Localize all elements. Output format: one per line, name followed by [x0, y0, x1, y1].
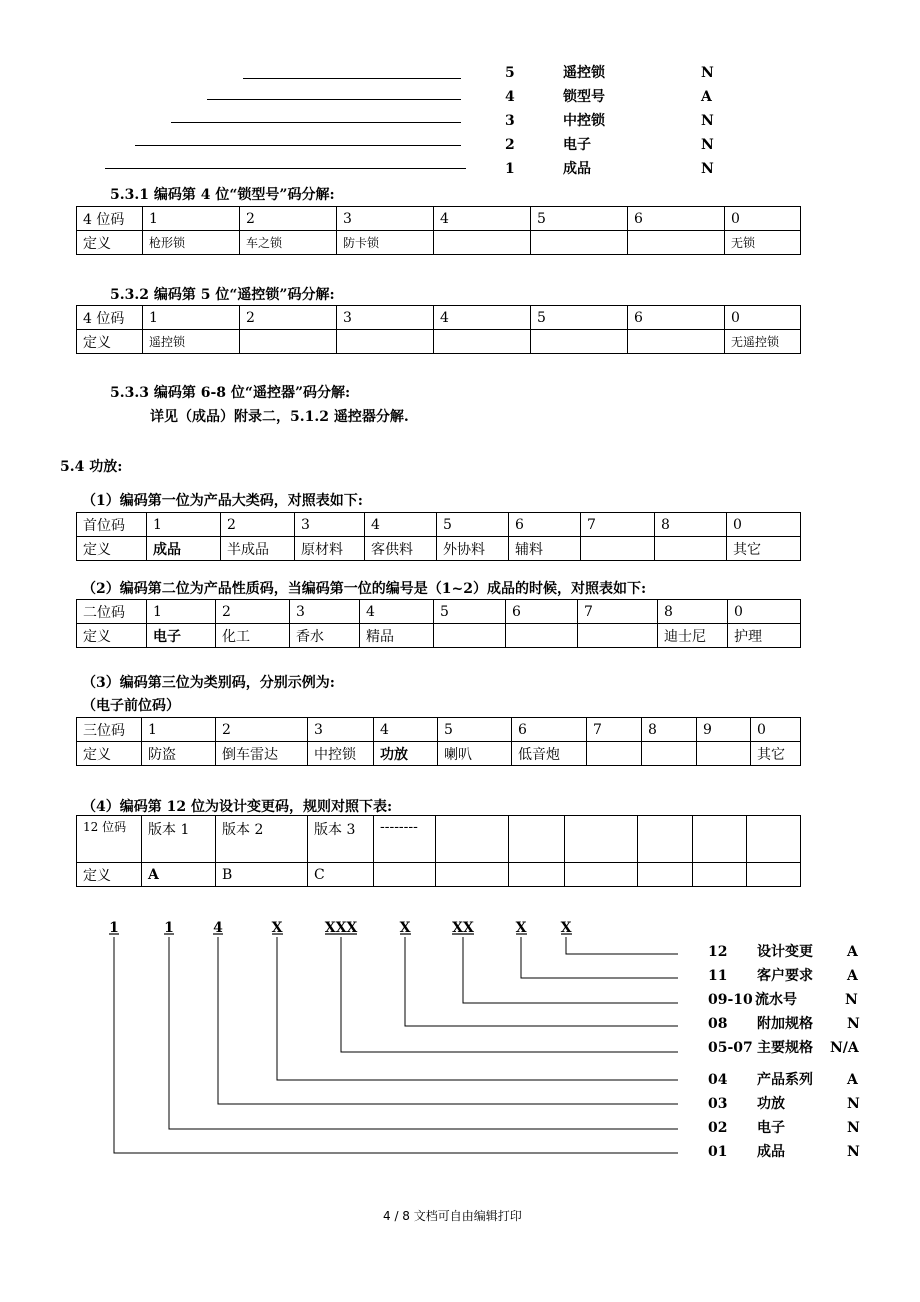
table-cell: 喇叭 [438, 742, 512, 766]
section-heading-532: 5.3.2 编码第 5 位“遥控锁”码分解: [110, 287, 335, 303]
table-cell: 无遥控锁 [725, 330, 801, 354]
table-cell: 首位码 [77, 513, 147, 537]
legend-code: N [701, 137, 714, 153]
table-cell: 其它 [751, 742, 801, 766]
table-cell: 外协料 [437, 537, 509, 561]
table-cell: 2 [221, 513, 295, 537]
table-cell: 4 位码 [77, 207, 143, 231]
table-cell: 成品 [147, 537, 221, 561]
table-cell: 版本 1 [142, 816, 216, 863]
table-cell: 7 [581, 513, 655, 537]
code-char: X [399, 920, 411, 936]
legend-num: 5 [505, 65, 515, 81]
legend-label: 遥控锁 [563, 65, 605, 81]
legend-label: 主要规格 [757, 1040, 813, 1056]
code-char: X [271, 920, 283, 936]
table-cell: 5 [531, 207, 628, 231]
table-cell: 4 [434, 306, 531, 330]
table-cell [693, 816, 747, 863]
table-cell: 2 [216, 600, 290, 624]
table-lock-model [76, 206, 801, 255]
section-heading-531: 5.3.1 编码第 4 位“锁型号”码分解: [110, 187, 335, 203]
legend-num: 1 [505, 161, 515, 177]
table-cell: 6 [506, 600, 578, 624]
table-cell: 5 [434, 600, 506, 624]
table-cell: 化工 [216, 624, 290, 648]
table-cell: 2 [240, 306, 337, 330]
legend-num: 11 [708, 968, 728, 984]
legend-num: 2 [505, 137, 515, 153]
table-cell: 定义 [77, 537, 147, 561]
code-char: 1 [164, 920, 174, 936]
table-cell: 0 [725, 207, 801, 231]
table-cell: 1 [143, 306, 240, 330]
legend-num: 03 [708, 1096, 728, 1112]
legend-code: N [847, 1096, 860, 1112]
table-cell: 3 [337, 207, 434, 231]
table-cell: 护理 [728, 624, 801, 648]
table-category-code [76, 512, 801, 561]
table-cell: 8 [642, 718, 697, 742]
legend-code: N [701, 113, 714, 129]
table-cell: 8 [655, 513, 727, 537]
legend-label: 电子 [563, 137, 591, 153]
legend-row [0, 87, 920, 107]
table-row [77, 624, 801, 648]
table-cell [240, 330, 337, 354]
table-cell: 1 [142, 718, 216, 742]
table-cell [693, 863, 747, 887]
table-cell: 4 [360, 600, 434, 624]
table-cell [436, 863, 509, 887]
table-cell: 无锁 [725, 231, 801, 255]
table-cell: 枪形锁 [143, 231, 240, 255]
legend-label: 客户要求 [757, 968, 813, 984]
table-row [77, 718, 801, 742]
page-footer: 4 / 8 文档可自由编辑打印 [383, 1209, 522, 1223]
table-cell: 遥控锁 [143, 330, 240, 354]
legend-code: A [847, 944, 858, 960]
table-cell: 12 位码 [77, 816, 142, 863]
table-cell: 4 [374, 718, 438, 742]
table-cell [509, 816, 565, 863]
table-cell: 功放 [374, 742, 438, 766]
table-cell: 0 [725, 306, 801, 330]
table-cell: 迪士尼 [658, 624, 728, 648]
table-cell: 定义 [77, 624, 147, 648]
table-cell [434, 624, 506, 648]
table-cell: 辅料 [509, 537, 581, 561]
table-cell [434, 330, 531, 354]
table-cell: A [142, 863, 216, 887]
table-cell: 二位码 [77, 600, 147, 624]
code-structure-diagram [0, 900, 920, 1170]
table-cell: 原材料 [295, 537, 365, 561]
code-char: XXX [324, 920, 358, 936]
table-row [77, 231, 801, 255]
legend-row [0, 159, 920, 179]
table-row [77, 600, 801, 624]
table-cell: 2 [240, 207, 337, 231]
legend-code: N [845, 992, 858, 1008]
table-cell: 6 [628, 306, 725, 330]
table-cell: 版本 2 [216, 816, 308, 863]
table-cell: 车之锁 [240, 231, 337, 255]
table-cell [697, 742, 751, 766]
legend-num: 12 [708, 944, 728, 960]
table-cell: 5 [438, 718, 512, 742]
table-nature-code [76, 599, 801, 648]
table-cell: 2 [216, 718, 308, 742]
legend-num: 09-10 [708, 992, 753, 1008]
legend-code: N [847, 1120, 860, 1136]
legend-label: 锁型号 [563, 89, 605, 105]
table-cell: 0 [727, 513, 801, 537]
legend-label: 成品 [563, 161, 591, 177]
table-cell: 9 [697, 718, 751, 742]
legend-code: N [847, 1144, 860, 1160]
table-cell [642, 742, 697, 766]
section-heading-533: 5.3.3 编码第 6-8 位“遥控器”码分解: [110, 385, 351, 401]
table-cell: 防卡锁 [337, 231, 434, 255]
code-char: X [560, 920, 572, 936]
legend-code: A [847, 1072, 858, 1088]
table-cell: 4 [365, 513, 437, 537]
table-cell [628, 231, 725, 255]
legend-code: A [701, 89, 712, 105]
table-cell: 低音炮 [512, 742, 587, 766]
legend-num: 04 [708, 1072, 728, 1088]
legend-label: 产品系列 [757, 1072, 813, 1088]
table-cell [747, 863, 801, 887]
table-cell [531, 231, 628, 255]
table-cell [638, 816, 693, 863]
table-cell: 1 [147, 600, 216, 624]
table-cell: 版本 3 [308, 816, 374, 863]
table-cell [581, 537, 655, 561]
code-char: 1 [109, 920, 119, 936]
section-note-533: 详见（成品）附录二，5.1.2 遥控器分解. [150, 409, 409, 425]
table-cell: 客供料 [365, 537, 437, 561]
table-cell: 倒车雷达 [216, 742, 308, 766]
table-cell: 其它 [727, 537, 801, 561]
table-cell: 三位码 [77, 718, 142, 742]
legend-code: N [701, 65, 714, 81]
table-cell: -------- [374, 816, 436, 863]
table-cell: 3 [295, 513, 365, 537]
legend-row [0, 135, 920, 155]
table-row [77, 816, 801, 863]
table-cell: 6 [628, 207, 725, 231]
legend-label: 成品 [757, 1144, 785, 1160]
table-cell: B [216, 863, 308, 887]
table-cell [655, 537, 727, 561]
legend-num: 4 [505, 89, 515, 105]
table-cell: C [308, 863, 374, 887]
table-row [77, 742, 801, 766]
paragraph-1: （1）编码第一位为产品大类码，对照表如下: [82, 493, 363, 509]
table-cell: 8 [658, 600, 728, 624]
legend-num: 02 [708, 1120, 728, 1136]
table-cell [565, 863, 638, 887]
table-row [77, 863, 801, 887]
paragraph-2: （2）编码第二位为产品性质码，当编码第一位的编号是（1~2）成品的时候，对照表如下: [82, 581, 647, 597]
table-cell: 定义 [77, 330, 143, 354]
table-cell [638, 863, 693, 887]
legend-code: N [701, 161, 714, 177]
table-cell: 7 [587, 718, 642, 742]
table-cell: 3 [290, 600, 360, 624]
legend-label: 设计变更 [757, 944, 813, 960]
legend-num: 01 [708, 1144, 728, 1160]
table-cell: 防盗 [142, 742, 216, 766]
code-char: 4 [213, 920, 223, 936]
table-row [77, 207, 801, 231]
table-cell: 3 [308, 718, 374, 742]
legend-code: N/A [830, 1040, 859, 1056]
table-cell: 5 [531, 306, 628, 330]
table-revision-code [76, 815, 801, 887]
legend-row [0, 111, 920, 131]
table-cell: 1 [147, 513, 221, 537]
table-type-code [76, 717, 801, 766]
table-cell [509, 863, 565, 887]
table-row [77, 306, 801, 330]
table-cell [374, 863, 436, 887]
legend-num: 3 [505, 113, 515, 129]
legend-label: 电子 [757, 1120, 785, 1136]
code-char: X [515, 920, 527, 936]
table-cell: 定义 [77, 742, 142, 766]
legend-label: 附加规格 [757, 1016, 813, 1032]
paragraph-3: （3）编码第三位为类别码，分别示例为: [82, 675, 335, 691]
legend-row [0, 63, 920, 83]
table-cell: 中控锁 [308, 742, 374, 766]
legend-code: N [847, 1016, 860, 1032]
table-cell [565, 816, 638, 863]
table-cell [747, 816, 801, 863]
table-remote-lock [76, 305, 801, 354]
table-cell: 0 [728, 600, 801, 624]
legend-code: A [847, 968, 858, 984]
table-row [77, 537, 801, 561]
table-cell: 7 [578, 600, 658, 624]
code-char: XX [452, 920, 474, 936]
paragraph-4: （4）编码第 12 位为设计变更码，规则对照下表: [82, 799, 393, 815]
paragraph-3b: （电子前位码） [82, 698, 180, 714]
table-cell: 1 [143, 207, 240, 231]
table-cell: 3 [337, 306, 434, 330]
section-title-54: 5.4 功放: [60, 459, 123, 475]
table-cell [506, 624, 578, 648]
table-cell: 6 [512, 718, 587, 742]
table-cell [587, 742, 642, 766]
legend-label: 中控锁 [563, 113, 605, 129]
legend-label: 功放 [757, 1096, 785, 1112]
table-cell [578, 624, 658, 648]
table-cell [436, 816, 509, 863]
legend-num: 08 [708, 1016, 728, 1032]
table-cell [434, 231, 531, 255]
table-cell: 定义 [77, 863, 142, 887]
legend-label: 流水号 [755, 992, 797, 1008]
table-cell: 电子 [147, 624, 216, 648]
table-cell: 半成品 [221, 537, 295, 561]
table-cell: 0 [751, 718, 801, 742]
table-cell [337, 330, 434, 354]
table-cell: 精品 [360, 624, 434, 648]
legend-num: 05-07 [708, 1040, 753, 1056]
table-cell [628, 330, 725, 354]
table-cell: 香水 [290, 624, 360, 648]
table-cell: 定义 [77, 231, 143, 255]
table-cell [531, 330, 628, 354]
table-cell: 4 [434, 207, 531, 231]
table-cell: 6 [509, 513, 581, 537]
table-row [77, 513, 801, 537]
table-cell: 5 [437, 513, 509, 537]
table-row [77, 330, 801, 354]
table-cell: 4 位码 [77, 306, 143, 330]
